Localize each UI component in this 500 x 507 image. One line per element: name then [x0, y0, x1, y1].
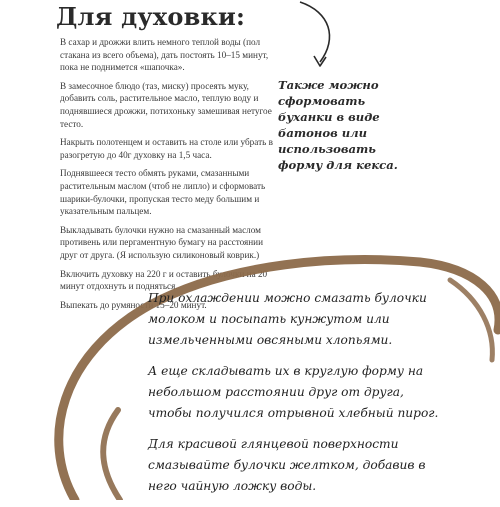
handwritten-note: А еще складывать их в круглую форму на небольшом расстоянии друг от друга, чтобы получился отрывной хлебный пирог. — [148, 364, 439, 420]
side-note: Также можно сформовать буханки в виде батонов или использовать форму для кекса. — [278, 78, 398, 172]
instruction-paragraph: В сахар и дрожжи влить немного теплой воды (пол стакана из всего объема), дать постоять 10–15 минут, пока не поднимется «шапочка». — [60, 37, 269, 73]
handwritten-note: При охлаждении можно смазать булочки молоком и посыпать кунжутом или измельченными овсяными хлопьями. — [148, 291, 427, 347]
handwritten-note: Для красивой глянцевой поверхности смазывайте булочки желтком, добавив в него чайную ложку воды. — [148, 437, 426, 493]
instruction-paragraph: Выпекать до румяности 15–20 минут. — [60, 299, 207, 310]
curved-arrow-icon — [290, 0, 350, 80]
instruction-paragraph: Поднявшееся тесто обмять руками, смазанными растительным маслом (чтоб не липло) и сформовать шарики-булочки, пропуская тесто меду большим и указательным пальцем. — [60, 168, 266, 217]
instruction-paragraph: Выкладывать булочки нужно на смазанный маслом противень или пергаментную бумагу на расстоянии друг от друга. (Я использую силиконовый коврик.) — [60, 224, 264, 260]
handwritten-notes — [148, 288, 448, 507]
instruction-paragraph: Включить духовку на 220 г и оставить булочки на 20 минут отдохнуть и подняться. — [60, 268, 268, 292]
instruction-paragraph: Накрыть полотенцем и оставить на столе или убрать в разогретую до 40г духовку на 1,5 часа. — [60, 137, 273, 160]
instructions-column — [60, 36, 275, 317]
section-title: Для духовки: — [56, 2, 246, 31]
instruction-paragraph: В замесочное блюдо (таз, миску) просеять муку, добавить соль, растительное масло, теплую воду и поднявшиеся дрожжи, потихоньку замешивая нетугое тесто. — [60, 80, 272, 129]
